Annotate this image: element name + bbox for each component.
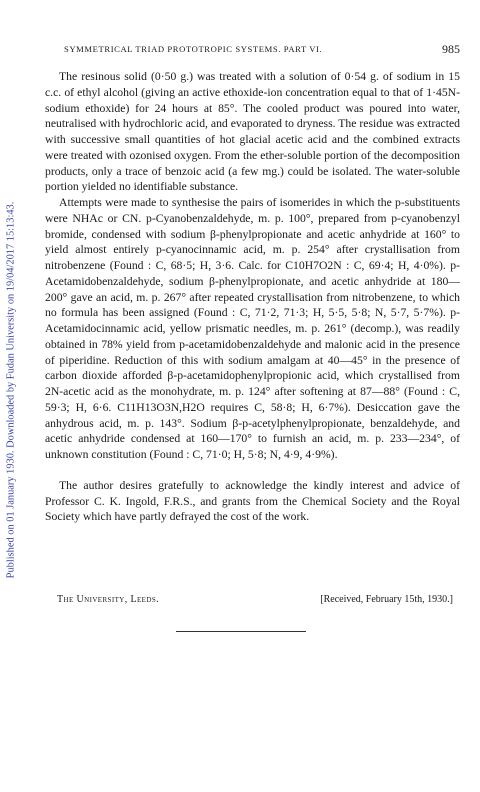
download-watermark-text: Published on 01 January 1930. Downloaded by Fudan University on 19/04/2017 15:13:43. (5, 201, 17, 579)
running-head-title: SYMMETRICAL TRIAD PROTOTROPIC SYSTEMS. PART VI. (64, 44, 323, 54)
download-watermark (4, 90, 18, 690)
page-number: 985 (442, 42, 460, 56)
acknowledgement-paragraph: The author desires gratefully to acknowledge the kindly interest and advice of Professor C. K. Ingold, F.R.S., and grants from the Chemical Society and the Royal Society which have partly defrayed the cost of the work. (45, 478, 460, 524)
received-date: [Received, February 15th, 1930.] (320, 594, 453, 605)
article-body (45, 69, 460, 525)
paragraph-2: Attempts were made to synthesise the pairs of isomerides in which the p-substituents were NHAc or CN. p-Cyanobenzaldehyde, m. p. 100°, prepared from p-cyanobenzyl bromide, condensed with sodium β-phenylpropionate and acetic anhydride at 160° to yield almost entirely p-cyanocinnamic acid, m. p. 254° after crystallisation from nitrobenzene (Found : C, 68·5; H, 3·6. Calc. for C10H7O2N : C, 69·4; H, 4·0%). p-Acetamidobenzaldehyde, sodium β-phenylpropionate, and acetic anhydride at 180—200° gave an acid, m. p. 267° after repeated crystallisation from nitrobenzene, to which no formula has been assigned (Found : C, 71·2, 71·3; H, 5·5, 5·8; N, 5·7, 5·7%). p-Acetamidocinnamic acid, yellow prismatic needles, m. p. 261° (decomp.), was readily obtained in 78% yield from p-acetamidobenzaldehyde and malonic acid in the presence of piperidine. Reduction of this with sodium amalgam at 40—45° in the presence of carbon dioxide afforded β-p-acetamidophenylpropionic acid, which crystallised from 2N-acetic acid as the monohydrate, m. p. 124° after softening at 87—88° (Found : C, 59·3; H, 6·6. C11H13O3N,H2O requires C, 58·8; H, 6·7%). Desiccation gave the anhydrous acid, m. p. 143°. Sodium β-p-acetylphenylpropionate, benzaldehyde, and acetic anhydride condensed at 160—170° to furnish an acid, m. p. 233—234°, of unknown constitution (Found : C, 71·0; H, 5·8; N, 4·9, 4·9%). (45, 196, 460, 461)
end-rule (176, 631, 306, 632)
affiliation: The University, Leeds. (57, 594, 160, 605)
paragraph-1: The resinous solid (0·50 g.) was treated with a solution of 0·54 g. of sodium in 15 c.c. of ethyl alcohol (giving an active ethoxide-ion concentration equal to that of 1·45N-sodium ethoxide) for 24 hours at 85°. The cooled product was poured into water, neutralised with hydrochloric acid, and evaporated to dryness. The residue was extracted with successive small quantities of hot glacial acetic acid and the combined extracts were treated with ozonised oxygen. From the ether-soluble portion of the decomposition products, only a trace of benzoic acid (a few mg.) could be isolated. The water-soluble portion yielded no identifiable substance. (45, 70, 460, 194)
